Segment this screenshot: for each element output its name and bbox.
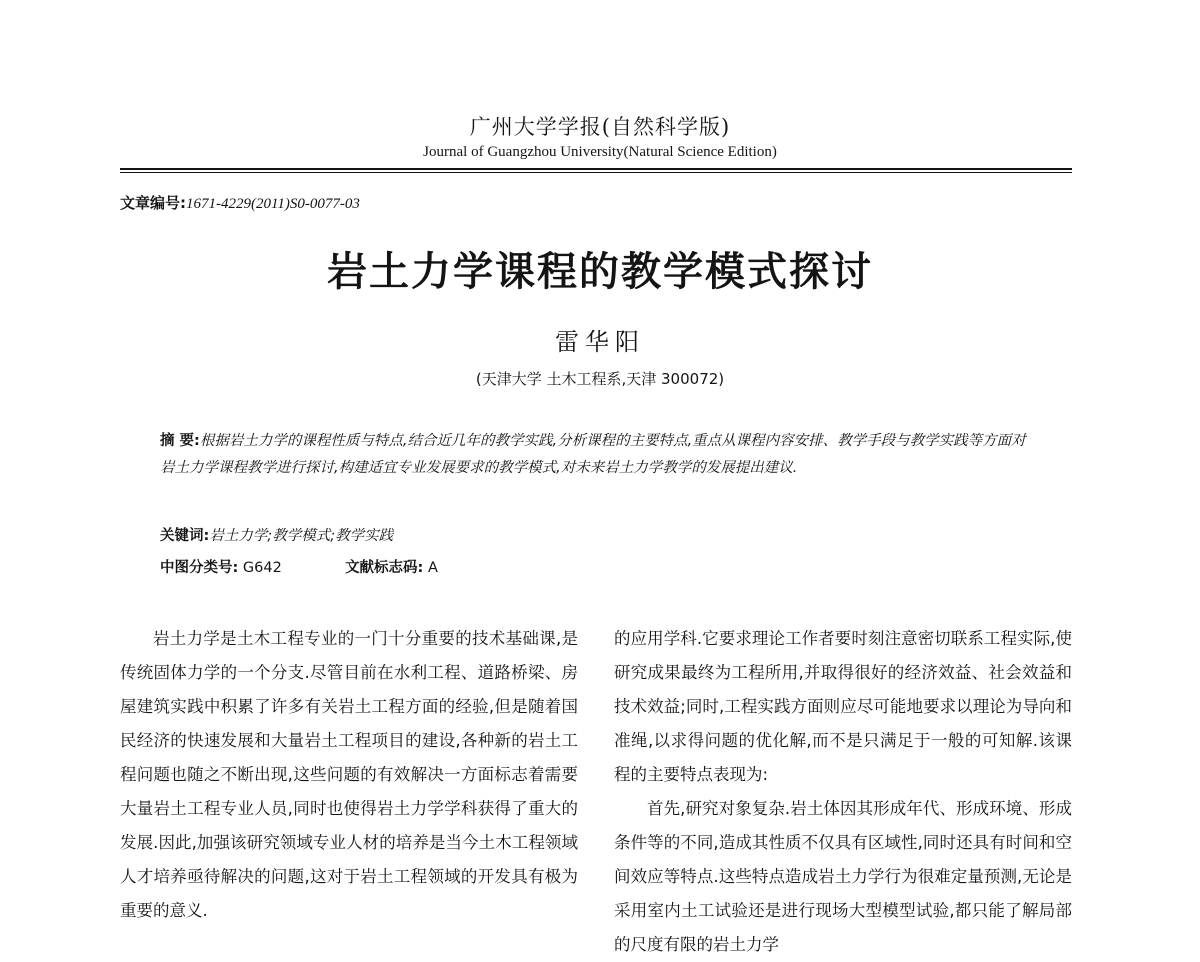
body-column-left bbox=[120, 622, 578, 928]
keywords-text: 岩土力学;教学模式;教学实践 bbox=[209, 528, 394, 544]
header-rule-thin bbox=[120, 172, 1072, 173]
clc-label: 中图分类号: bbox=[160, 560, 239, 576]
article-number-value: 1671-4229(2011)S0-0077-03 bbox=[186, 196, 360, 212]
abstract bbox=[160, 428, 1040, 482]
doc-code-value: A bbox=[427, 560, 438, 576]
clc-value: G642 bbox=[242, 560, 282, 576]
article-number-label: 文章编号: bbox=[120, 194, 186, 212]
header-rule-thick bbox=[120, 168, 1072, 170]
classification-line bbox=[160, 556, 1040, 577]
body-column-right bbox=[614, 622, 1072, 962]
keywords bbox=[160, 524, 1040, 545]
body-paragraph: 岩土力学是土木工程专业的一门十分重要的技术基础课,是传统固体力学的一个分支.尽管目前在水利工程、道路桥梁、房屋建筑实践中积累了许多有关岩土工程方面的经验,但是随着国民经济的快速发展和大量岩土工程项目的建设,各种新的岩土工程问题也随之不断出现,这些问题的有效解决一方面标志着需要大量岩土工程专业人员,同时也使得岩土力学学科获得了重大的发展.因此,加强该研究领域专业人材的培养是当今土木工程领域人才培养亟待解决的问题,这对于岩土工程领域的开发具有极为重要的意义. bbox=[120, 629, 578, 920]
journal-name-en: Journal of Guangzhou University(Natural Science Edition) bbox=[423, 144, 777, 160]
journal-name-cn: 广州大学学报(自然科学版) bbox=[469, 115, 731, 139]
paper-author: 雷华阳 bbox=[555, 328, 645, 356]
doc-code-label: 文献标志码: bbox=[345, 560, 424, 576]
abstract-text: 根据岩土力学的课程性质与特点,结合近几年的教学实践,分析课程的主要特点,重点从课程内容安排、教学手段与教学实践等方面对岩土力学课程教学进行探讨,构建适宜专业发展要求的教学模式,对未来岩土力学教学的发展提出建议. bbox=[160, 433, 1026, 476]
body-paragraph: 首先,研究对象复杂.岩土体因其形成年代、形成环境、形成条件等的不同,造成其性质不仅具有区域性,同时还具有时间和空间效应等特点.这些特点造成岩土力学行为很难定量预测,无论是采用室内土工试验还是进行现场大型模型试验,都只能了解局部的尺度有限的岩土力学 bbox=[614, 799, 1072, 954]
keywords-label: 关键词: bbox=[160, 528, 210, 544]
article-number bbox=[120, 192, 360, 213]
author-affiliation: (天津大学 土木工程系,天津 300072) bbox=[475, 370, 725, 388]
paper-title: 岩土力学课程的教学模式探讨 bbox=[327, 248, 873, 295]
body-paragraph: 的应用学科.它要求理论工作者要时刻注意密切联系工程实际,使研究成果最终为工程所用,并取得很好的经济效益、社会效益和技术效益;同时,工程实践方面则应尽可能地要求以理论为导向和准绳,以求得问题的优化解,而不是只满足于一般的可知解.该课程的主要特点表现为: bbox=[614, 629, 1072, 784]
abstract-label: 摘 要: bbox=[160, 433, 200, 449]
